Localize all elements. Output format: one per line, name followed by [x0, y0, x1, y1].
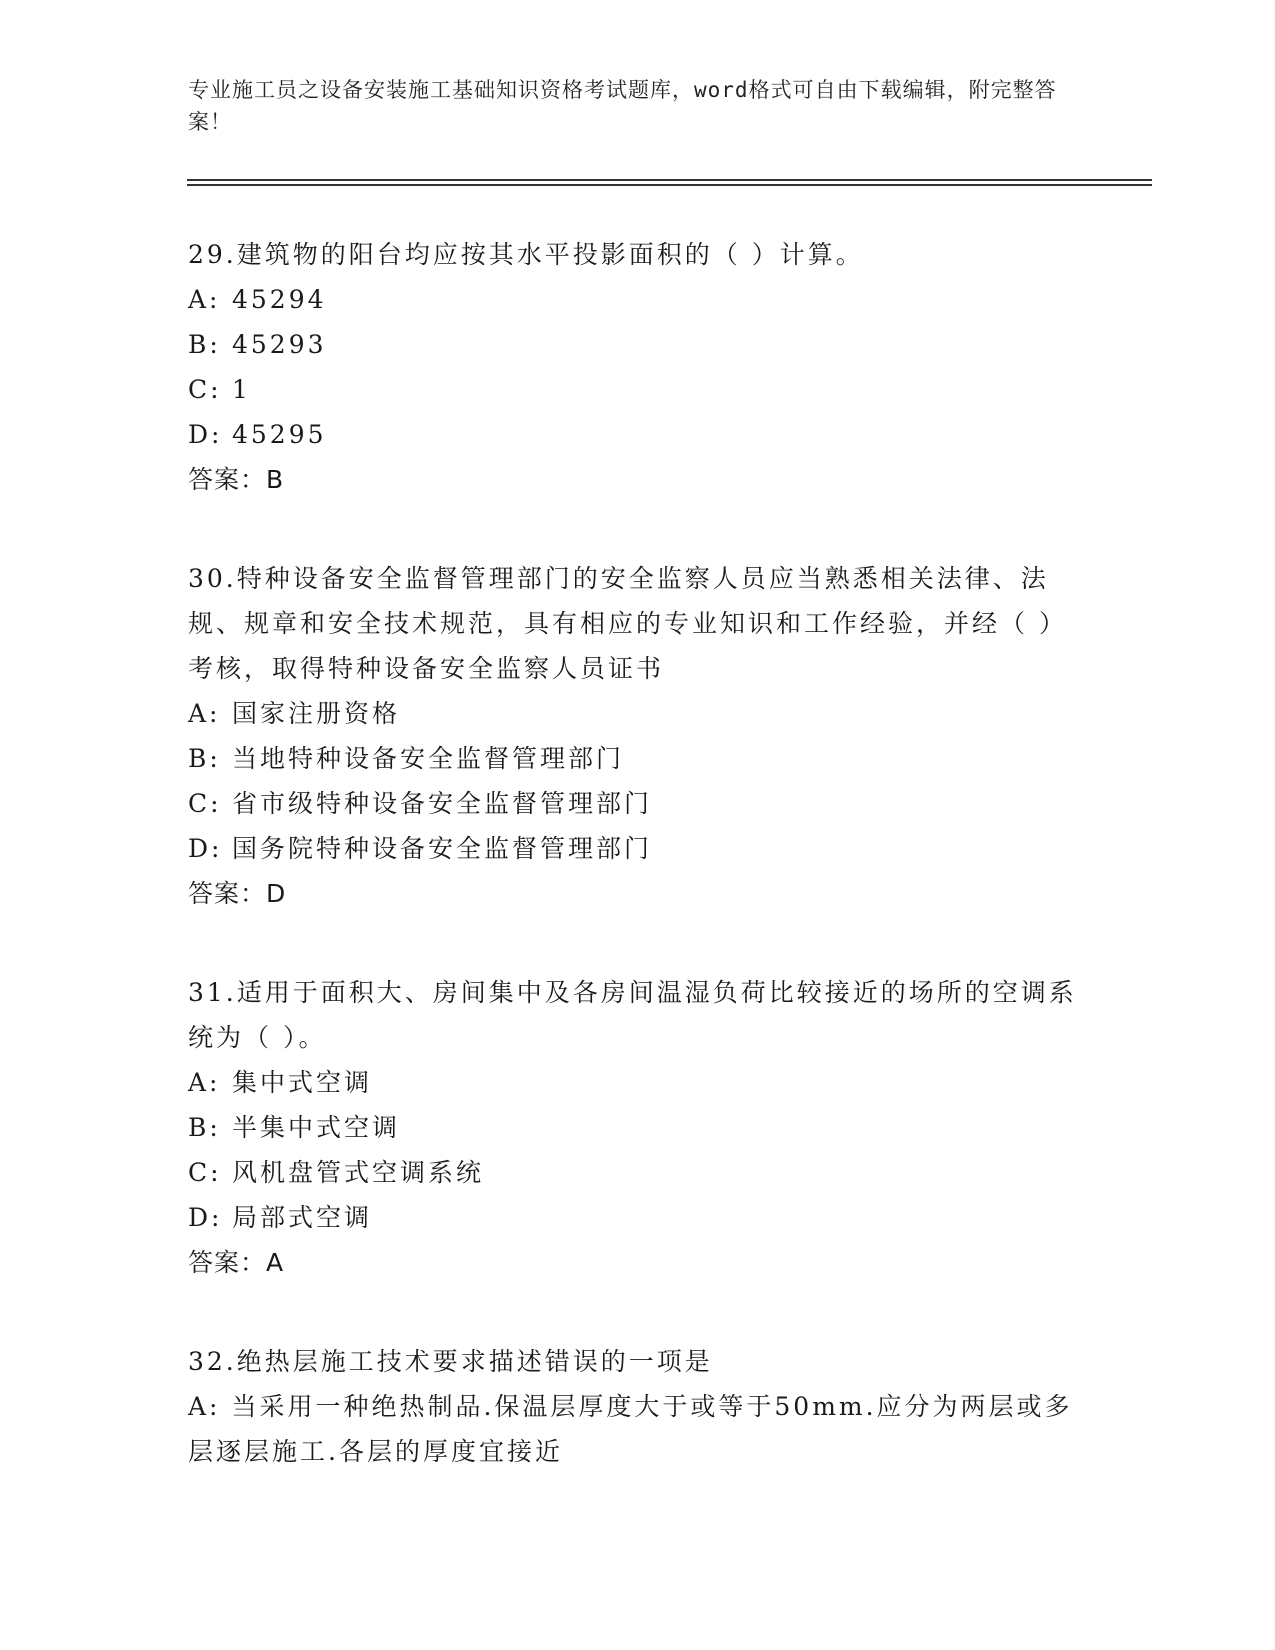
option-text: 风机盘管式空调系统: [232, 1158, 485, 1187]
option-c: [188, 781, 1088, 826]
header-rule-top: [187, 179, 1152, 181]
option-key: C:: [188, 789, 222, 818]
question-31: [188, 970, 1088, 1285]
option-c: [188, 367, 1088, 412]
option-key: B:: [188, 744, 221, 773]
option-key: A:: [188, 1068, 221, 1097]
option-key: D:: [188, 1203, 223, 1232]
option-text: 国家注册资格: [232, 699, 401, 728]
option-key: B:: [188, 1113, 221, 1142]
option-key: C:: [188, 1158, 222, 1187]
option-a: [188, 277, 1088, 322]
option-text: 集中式空调: [232, 1068, 373, 1097]
option-d: [188, 412, 1088, 457]
option-key: A:: [188, 699, 221, 728]
option-key: D:: [188, 420, 223, 449]
answer-value: B: [266, 465, 285, 494]
option-key: C:: [188, 375, 222, 404]
question-stem: 32.绝热层施工技术要求描述错误的一项是: [188, 1347, 713, 1376]
option-b: [188, 736, 1088, 781]
option-text: 1: [232, 375, 251, 404]
option-c: [188, 1150, 1088, 1195]
answer-prefix: 答案：: [188, 1248, 267, 1277]
option-a: [188, 1060, 1088, 1105]
answer-value: A: [266, 1248, 285, 1277]
option-key: A:: [188, 1392, 221, 1421]
answer-line: [188, 871, 1088, 916]
question-29: [188, 232, 1088, 502]
header-rule-bottom: [187, 184, 1152, 186]
option-text: 半集中式空调: [232, 1113, 401, 1142]
answer-value: D: [266, 879, 287, 908]
document-header: [188, 74, 1068, 138]
option-b: [188, 322, 1088, 367]
option-text: 局部式空调: [232, 1203, 373, 1232]
answer-prefix: 答案：: [188, 465, 267, 494]
option-key: D:: [188, 834, 223, 863]
option-a: [188, 691, 1088, 736]
question-stem: 29.建筑物的阳台均应按其水平投影面积的（ ）计算。: [188, 240, 864, 269]
answer-line: [188, 457, 1088, 502]
option-text: 45293: [232, 330, 327, 359]
question-32: [188, 1339, 1088, 1474]
option-text: 国务院特种设备安全监督管理部门: [232, 834, 653, 863]
option-text: 省市级特种设备安全监督管理部门: [232, 789, 653, 818]
question-stem: 30.特种设备安全监督管理部门的安全监察人员应当熟悉相关法律、法规、规章和安全技术规范，具有相应的专业知识和工作经验，并经（ ）考核，取得特种设备安全监察人员证书: [188, 564, 1067, 683]
header-text: 专业施工员之设备安装施工基础知识资格考试题库，word格式可自由下载编辑，附完整答案！: [188, 78, 1057, 134]
question-stem: 31.适用于面积大、房间集中及各房间温湿负荷比较接近的场所的空调系统为（ ）。: [188, 978, 1077, 1052]
option-text: 当采用一种绝热制品.保温层厚度大于或等于50mm.应分为两层或多层逐层施工.各层的厚度宜接近: [188, 1392, 1073, 1466]
option-text: 45295: [232, 420, 327, 449]
question-list: [188, 232, 1088, 1528]
answer-prefix: 答案：: [188, 879, 267, 908]
option-d: [188, 826, 1088, 871]
option-b: [188, 1105, 1088, 1150]
answer-line: [188, 1240, 1088, 1285]
option-text: 45294: [232, 285, 327, 314]
option-d: [188, 1195, 1088, 1240]
question-30: [188, 556, 1088, 916]
option-a: [188, 1384, 1088, 1474]
option-text: 当地特种设备安全监督管理部门: [232, 744, 625, 773]
option-key: B:: [188, 330, 221, 359]
option-key: A:: [188, 285, 221, 314]
